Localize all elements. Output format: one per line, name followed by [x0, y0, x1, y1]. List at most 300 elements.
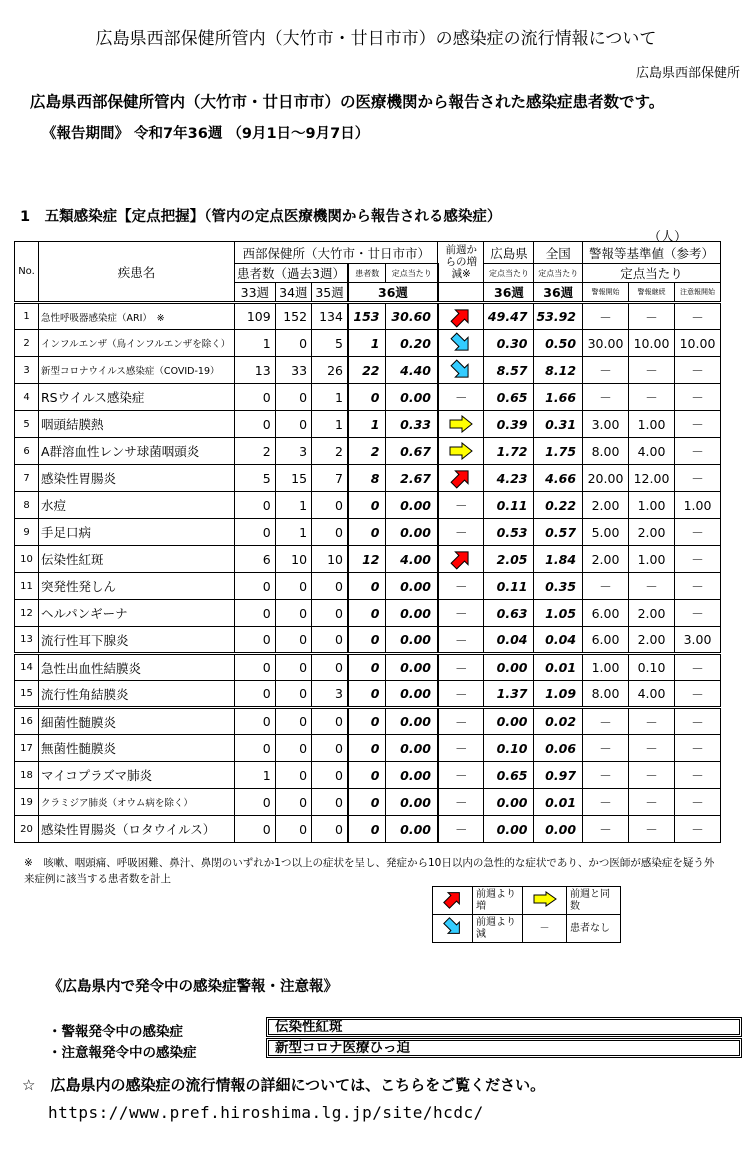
row-alarm-start: 2.00: [583, 492, 629, 519]
row-caution-start: －: [675, 384, 721, 411]
trend-up-icon: [438, 546, 484, 573]
row-caution-start: －: [675, 465, 721, 492]
row-caution-start: －: [675, 357, 721, 384]
row-w34: 3: [275, 438, 311, 465]
footer-text: ☆ 広島県内の感染症の流行情報の詳細については、こちらをご覧ください。: [22, 1076, 546, 1094]
row-w33: 0: [235, 627, 276, 654]
row-hiroshima: 0.00: [484, 816, 534, 843]
table-row: [15, 627, 721, 654]
table-row: [15, 465, 721, 492]
header-w36: 36週: [348, 283, 438, 303]
row-national: 0.31: [534, 411, 583, 438]
row-alarm-start: －: [583, 735, 629, 762]
row-w33: 0: [235, 708, 276, 735]
row-w35: 0: [312, 492, 348, 519]
row-caution-start: －: [675, 411, 721, 438]
row-w36: 0: [348, 519, 386, 546]
header-alarm-start: 警報開始: [583, 283, 629, 303]
table-row: [15, 816, 721, 843]
row-no: 8: [15, 492, 39, 519]
row-w35: 0: [312, 789, 348, 816]
trend-none: －: [438, 627, 484, 654]
unit-label: （人）: [648, 230, 688, 245]
row-no: 20: [15, 816, 39, 843]
row-w36: 0: [348, 654, 386, 681]
row-alarm-continue: 12.00: [629, 465, 675, 492]
row-w34: 0: [275, 330, 311, 357]
row-disease: マイコプラズマ肺炎: [39, 762, 235, 789]
trend-up-icon: [438, 303, 484, 330]
row-alarm-continue: 1.00: [629, 492, 675, 519]
row-w36: 0: [348, 735, 386, 762]
row-w34: 0: [275, 762, 311, 789]
organization: 広島県西部保健所: [635, 66, 740, 81]
row-w34: 0: [275, 735, 311, 762]
row-w33: 13: [235, 357, 276, 384]
row-no: 3: [15, 357, 39, 384]
row-caution-start: －: [675, 519, 721, 546]
row-per-site: 0.00: [386, 600, 438, 627]
row-w36: 0: [348, 600, 386, 627]
row-disease: 流行性角結膜炎: [39, 681, 235, 708]
trend-none: －: [438, 384, 484, 411]
row-no: 11: [15, 573, 39, 600]
row-w34: 10: [275, 546, 311, 573]
row-no: 16: [15, 708, 39, 735]
header-trend-blank: [438, 283, 484, 303]
row-national: 4.66: [534, 465, 583, 492]
header-west: 西部保健所（大竹市・廿日市市）: [235, 242, 438, 264]
row-w36: 0: [348, 627, 386, 654]
row-alarm-continue: －: [629, 762, 675, 789]
row-no: 13: [15, 627, 39, 654]
header-past: 患者数（過去3週）: [235, 264, 348, 283]
row-hiroshima: 4.23: [484, 465, 534, 492]
header-threshold-per: 定点当たり: [583, 264, 721, 283]
alerts-title: 《広島県内で発令中の感染症警報・注意報》: [48, 979, 338, 995]
header-trend: 前週からの増減※: [438, 242, 484, 283]
table-row: [15, 546, 721, 573]
table-row: [15, 519, 721, 546]
row-per-site: 0.00: [386, 573, 438, 600]
row-alarm-continue: 4.00: [629, 681, 675, 708]
row-disease: ヘルパンギーナ: [39, 600, 235, 627]
row-no: 4: [15, 384, 39, 411]
row-no: 19: [15, 789, 39, 816]
trend-none: －: [438, 681, 484, 708]
row-alarm-continue: －: [629, 789, 675, 816]
row-w36: 8: [348, 465, 386, 492]
row-per-site: 30.60: [386, 303, 438, 330]
row-disease: 感染性胃腸炎: [39, 465, 235, 492]
row-w34: 33: [275, 357, 311, 384]
row-alarm-start: 5.00: [583, 519, 629, 546]
row-disease: RSウイルス感染症: [39, 384, 235, 411]
trend-none: －: [438, 708, 484, 735]
row-w35: 1: [312, 411, 348, 438]
row-w33: 0: [235, 573, 276, 600]
header-hiroshima-w36: 36週: [484, 283, 534, 303]
intro-text: 広島県西部保健所管内（大竹市・廿日市市）の医療機関から報告された感染症患者数です。: [30, 93, 665, 111]
row-w36: 0: [348, 762, 386, 789]
row-national: 1.75: [534, 438, 583, 465]
row-per-site: 0.67: [386, 438, 438, 465]
row-w36: 0: [348, 681, 386, 708]
row-caution-start: 3.00: [675, 627, 721, 654]
row-caution-start: －: [675, 708, 721, 735]
row-w34: 0: [275, 816, 311, 843]
row-alarm-continue: －: [629, 735, 675, 762]
row-per-site: 0.20: [386, 330, 438, 357]
row-disease: 無菌性髄膜炎: [39, 735, 235, 762]
row-w33: 0: [235, 789, 276, 816]
row-hiroshima: 0.63: [484, 600, 534, 627]
legend-down-label: 前週より減: [473, 915, 523, 943]
table-row: [15, 681, 721, 708]
row-alarm-start: －: [583, 708, 629, 735]
row-w35: 5: [312, 330, 348, 357]
row-w33: 0: [235, 735, 276, 762]
row-w35: 1: [312, 384, 348, 411]
caution-label: ・注意報発令中の感染症: [48, 1045, 197, 1061]
row-w35: 26: [312, 357, 348, 384]
row-hiroshima: 0.04: [484, 627, 534, 654]
row-national: 0.50: [534, 330, 583, 357]
table-row: [15, 492, 721, 519]
table-row: [15, 357, 721, 384]
row-alarm-continue: 1.00: [629, 546, 675, 573]
row-disease: 流行性耳下腺炎: [39, 627, 235, 654]
row-w36: 0: [348, 789, 386, 816]
legend: [432, 886, 621, 943]
row-national: 8.12: [534, 357, 583, 384]
row-national: 0.97: [534, 762, 583, 789]
row-national: 0.57: [534, 519, 583, 546]
header-national-sub: 定点当たり: [534, 264, 583, 283]
row-w36: 1: [348, 411, 386, 438]
row-national: 1.05: [534, 600, 583, 627]
header-per-site: 定点当たり: [386, 264, 438, 283]
table-row: [15, 762, 721, 789]
row-caution-start: 1.00: [675, 492, 721, 519]
row-w35: 0: [312, 573, 348, 600]
row-alarm-continue: －: [629, 573, 675, 600]
row-hiroshima: 0.00: [484, 789, 534, 816]
row-per-site: 4.40: [386, 357, 438, 384]
row-disease: 突発性発しん: [39, 573, 235, 600]
row-per-site: 2.67: [386, 465, 438, 492]
row-alarm-continue: －: [629, 708, 675, 735]
section-title: 1 五類感染症【定点把握】（管内の定点医療機関から報告される感染症）: [20, 209, 502, 225]
row-w36: 0: [348, 492, 386, 519]
trend-down-icon: [438, 357, 484, 384]
row-caution-start: －: [675, 600, 721, 627]
table-row: [15, 573, 721, 600]
row-alarm-continue: 4.00: [629, 438, 675, 465]
row-disease: A群溶血性レンサ球菌咽頭炎: [39, 438, 235, 465]
row-per-site: 0.00: [386, 627, 438, 654]
header-w34: 34週: [275, 283, 311, 303]
row-no: 5: [15, 411, 39, 438]
row-alarm-continue: －: [629, 357, 675, 384]
row-disease: 急性出血性結膜炎: [39, 654, 235, 681]
row-alarm-start: 1.00: [583, 654, 629, 681]
info-link[interactable]: https://www.pref.hiroshima.lg.jp/site/hcdc/: [48, 1103, 484, 1122]
row-w34: 0: [275, 789, 311, 816]
row-caution-start: －: [675, 573, 721, 600]
row-w35: 2: [312, 438, 348, 465]
row-w36: 22: [348, 357, 386, 384]
row-caution-start: －: [675, 654, 721, 681]
caution-value: 新型コロナ医療ひっ迫: [266, 1038, 742, 1058]
row-no: 15: [15, 681, 39, 708]
row-alarm-start: 6.00: [583, 627, 629, 654]
row-w36: 0: [348, 384, 386, 411]
row-no: 18: [15, 762, 39, 789]
row-disease: クラミジア肺炎（オウム病を除く）: [39, 789, 235, 816]
row-w35: 0: [312, 600, 348, 627]
row-w33: 0: [235, 384, 276, 411]
row-no: 6: [15, 438, 39, 465]
row-hiroshima: 1.72: [484, 438, 534, 465]
row-per-site: 0.00: [386, 735, 438, 762]
row-national: 0.04: [534, 627, 583, 654]
row-alarm-start: 20.00: [583, 465, 629, 492]
row-no: 17: [15, 735, 39, 762]
row-alarm-continue: 2.00: [629, 627, 675, 654]
row-national: 0.01: [534, 789, 583, 816]
row-disease: 咽頭結膜熱: [39, 411, 235, 438]
row-alarm-start: 6.00: [583, 600, 629, 627]
trend-down-icon: [438, 330, 484, 357]
row-w33: 0: [235, 681, 276, 708]
row-w34: 0: [275, 681, 311, 708]
row-w35: 0: [312, 708, 348, 735]
row-w35: 7: [312, 465, 348, 492]
row-hiroshima: 49.47: [484, 303, 534, 330]
header-w33: 33週: [235, 283, 276, 303]
row-alarm-start: －: [583, 573, 629, 600]
row-alarm-start: －: [583, 816, 629, 843]
row-w36: 153: [348, 303, 386, 330]
trend-same-icon: [438, 411, 484, 438]
table-row: [15, 411, 721, 438]
row-alarm-continue: 0.10: [629, 654, 675, 681]
row-national: 53.92: [534, 303, 583, 330]
header-disease: 疾患名: [39, 242, 235, 303]
row-per-site: 0.00: [386, 789, 438, 816]
row-w34: 0: [275, 384, 311, 411]
row-w35: 0: [312, 762, 348, 789]
row-w33: 0: [235, 519, 276, 546]
row-caution-start: －: [675, 546, 721, 573]
row-w33: 109: [235, 303, 276, 330]
table-row: [15, 654, 721, 681]
row-per-site: 0.00: [386, 519, 438, 546]
row-national: 1.84: [534, 546, 583, 573]
row-w35: 10: [312, 546, 348, 573]
row-w34: 1: [275, 519, 311, 546]
header-hiroshima-sub: 定点当たり: [484, 264, 534, 283]
table-row: [15, 789, 721, 816]
legend-none-symbol: －: [523, 915, 567, 943]
header-no: No.: [15, 242, 39, 303]
row-per-site: 0.00: [386, 762, 438, 789]
row-w35: 3: [312, 681, 348, 708]
row-alarm-start: －: [583, 303, 629, 330]
row-w35: 134: [312, 303, 348, 330]
trend-same-icon: [438, 438, 484, 465]
trend-none: －: [438, 519, 484, 546]
row-disease: 伝染性紅斑: [39, 546, 235, 573]
row-w34: 0: [275, 573, 311, 600]
trend-none: －: [438, 789, 484, 816]
row-w33: 0: [235, 816, 276, 843]
row-per-site: 0.00: [386, 681, 438, 708]
row-w34: 0: [275, 411, 311, 438]
row-w34: 0: [275, 708, 311, 735]
footnote: ※ 咳嗽、咽頭痛、呼吸困難、鼻汁、鼻閉のいずれか1つ以上の症状を呈し、発症から10日以内の急性的な症状であり、かつ医師が感染症を疑う外来症例に該当する患者数を計上: [24, 857, 715, 885]
row-w34: 1: [275, 492, 311, 519]
trend-none: －: [438, 735, 484, 762]
row-caution-start: －: [675, 762, 721, 789]
row-per-site: 0.00: [386, 492, 438, 519]
row-hiroshima: 0.65: [484, 384, 534, 411]
legend-none-label: 患者なし: [567, 915, 621, 943]
page-title: 広島県西部保健所管内（大竹市・廿日市市）の感染症の流行情報について: [95, 29, 657, 49]
row-alarm-start: －: [583, 789, 629, 816]
trend-none: －: [438, 492, 484, 519]
row-hiroshima: 2.05: [484, 546, 534, 573]
row-no: 2: [15, 330, 39, 357]
table-row: [15, 438, 721, 465]
row-hiroshima: 0.10: [484, 735, 534, 762]
row-hiroshima: 1.37: [484, 681, 534, 708]
alarm-value: 伝染性紅斑: [266, 1017, 742, 1037]
header-national: 全国: [534, 242, 583, 264]
header-w35: 35週: [312, 283, 348, 303]
row-w36: 0: [348, 573, 386, 600]
row-disease: 水痘: [39, 492, 235, 519]
row-national: 1.66: [534, 384, 583, 411]
header-caution-start: 注意報開始: [675, 283, 721, 303]
row-w33: 0: [235, 492, 276, 519]
row-caution-start: －: [675, 816, 721, 843]
row-w36: 0: [348, 708, 386, 735]
table-row: [15, 384, 721, 411]
legend-same-label: 前週と同数: [567, 887, 621, 915]
row-alarm-continue: 10.00: [629, 330, 675, 357]
row-no: 7: [15, 465, 39, 492]
table-row: [15, 735, 721, 762]
trend-none: －: [438, 654, 484, 681]
row-alarm-continue: 1.00: [629, 411, 675, 438]
row-national: 0.06: [534, 735, 583, 762]
row-alarm-start: 3.00: [583, 411, 629, 438]
header-hiroshima: 広島県: [484, 242, 534, 264]
row-per-site: 0.00: [386, 816, 438, 843]
table-row: [15, 330, 721, 357]
row-w35: 0: [312, 654, 348, 681]
row-alarm-start: 8.00: [583, 681, 629, 708]
row-no: 14: [15, 654, 39, 681]
table-row: [15, 303, 721, 330]
row-caution-start: －: [675, 681, 721, 708]
trend-none: －: [438, 816, 484, 843]
row-per-site: 0.00: [386, 654, 438, 681]
row-alarm-start: －: [583, 762, 629, 789]
row-hiroshima: 8.57: [484, 357, 534, 384]
row-hiroshima: 0.39: [484, 411, 534, 438]
report-period: 《報告期間》 令和7年36週 （9月1日～9月7日）: [42, 126, 370, 142]
row-no: 1: [15, 303, 39, 330]
row-disease: 新型コロナウイルス感染症（COVID-19）: [39, 357, 235, 384]
header-threshold: 警報等基準値（参考）: [583, 242, 721, 264]
row-per-site: 0.00: [386, 384, 438, 411]
alarm-label: ・警報発令中の感染症: [48, 1024, 183, 1040]
trend-none: －: [438, 762, 484, 789]
row-w34: 152: [275, 303, 311, 330]
row-w35: 0: [312, 519, 348, 546]
row-w36: 1: [348, 330, 386, 357]
row-caution-start: －: [675, 735, 721, 762]
row-national: 0.22: [534, 492, 583, 519]
row-no: 10: [15, 546, 39, 573]
row-w33: 0: [235, 654, 276, 681]
row-hiroshima: 0.30: [484, 330, 534, 357]
header-alarm-continue: 警報継続: [629, 283, 675, 303]
row-national: 0.00: [534, 816, 583, 843]
row-w36: 12: [348, 546, 386, 573]
row-per-site: 0.33: [386, 411, 438, 438]
row-w35: 0: [312, 627, 348, 654]
row-alarm-continue: －: [629, 384, 675, 411]
row-hiroshima: 0.11: [484, 573, 534, 600]
row-no: 12: [15, 600, 39, 627]
row-disease: 感染性胃腸炎（ロタウイルス）: [39, 816, 235, 843]
row-disease: 急性呼吸器感染症（ARI） ※: [39, 303, 235, 330]
row-w34: 15: [275, 465, 311, 492]
row-disease: 細菌性髄膜炎: [39, 708, 235, 735]
row-disease: 手足口病: [39, 519, 235, 546]
row-hiroshima: 0.53: [484, 519, 534, 546]
row-national: 0.01: [534, 654, 583, 681]
row-caution-start: －: [675, 303, 721, 330]
row-w35: 0: [312, 816, 348, 843]
row-hiroshima: 0.00: [484, 708, 534, 735]
row-w35: 0: [312, 735, 348, 762]
row-hiroshima: 0.65: [484, 762, 534, 789]
row-alarm-continue: －: [629, 816, 675, 843]
row-caution-start: 10.00: [675, 330, 721, 357]
row-alarm-start: －: [583, 357, 629, 384]
row-hiroshima: 0.00: [484, 654, 534, 681]
row-per-site: 0.00: [386, 708, 438, 735]
row-disease: インフルエンザ（鳥インフルエンザを除く）: [39, 330, 235, 357]
row-alarm-continue: －: [629, 303, 675, 330]
row-per-site: 4.00: [386, 546, 438, 573]
table-row: [15, 708, 721, 735]
row-national: 0.35: [534, 573, 583, 600]
row-national: 1.09: [534, 681, 583, 708]
legend-up-label: 前週より増: [473, 887, 523, 915]
row-no: 9: [15, 519, 39, 546]
disease-table: [14, 241, 721, 843]
row-w33: 1: [235, 762, 276, 789]
row-w33: 2: [235, 438, 276, 465]
legend-down-icon: [433, 915, 473, 943]
row-hiroshima: 0.11: [484, 492, 534, 519]
